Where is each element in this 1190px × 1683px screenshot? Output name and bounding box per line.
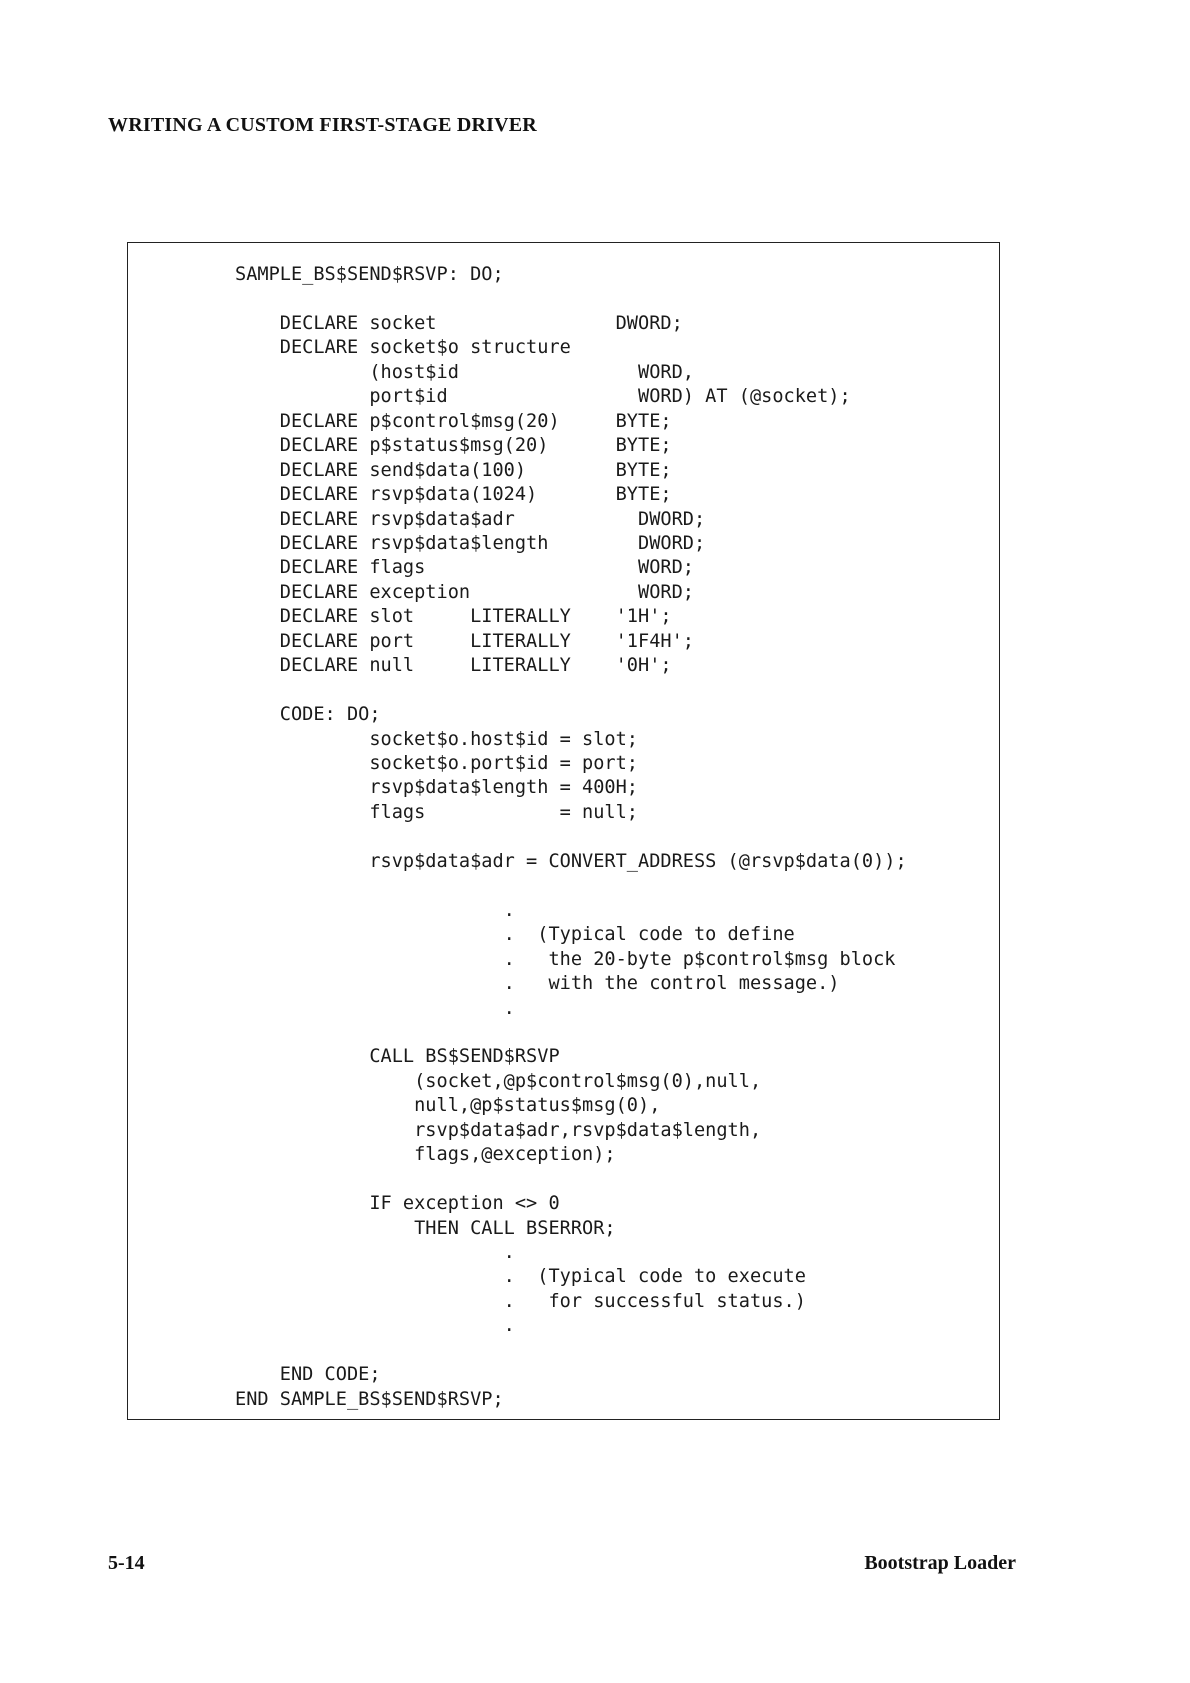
code-line: socket$o.port$id = port; bbox=[235, 753, 638, 774]
code-line: SAMPLE_BS$SEND$RSVP: DO; bbox=[235, 264, 504, 285]
section-title: WRITING A CUSTOM FIRST-STAGE DRIVER bbox=[108, 114, 537, 136]
code-line: rsvp$data$adr,rsvp$data$length, bbox=[235, 1119, 762, 1141]
code-line: port$id WORD) AT (@socket); bbox=[235, 386, 851, 408]
code-line: socket$o.host$id = slot; bbox=[235, 728, 638, 750]
code-line: DECLARE p$status$msg(20) BYTE; bbox=[235, 435, 672, 457]
book-title: Bootstrap Loader bbox=[864, 1552, 1016, 1574]
code-line: IF exception <> 0 bbox=[235, 1193, 560, 1215]
code-line: . (Typical code to execute bbox=[235, 1266, 806, 1288]
code-line: flags = null; bbox=[235, 801, 638, 823]
code-line: DECLARE rsvp$data$adr DWORD; bbox=[235, 508, 706, 530]
code-line: . (Typical code to define bbox=[235, 924, 795, 946]
code-line: DECLARE slot LITERALLY '1H'; bbox=[235, 606, 672, 628]
code-line: DECLARE null LITERALLY '0H'; bbox=[235, 655, 672, 677]
code-line: DECLARE exception WORD; bbox=[235, 581, 694, 603]
code-line: (socket,@p$control$msg(0),null, bbox=[235, 1070, 762, 1092]
code-line: END CODE; bbox=[235, 1364, 381, 1386]
code-line: DECLARE p$control$msg(20) BYTE; bbox=[235, 410, 672, 432]
code-line: . for successful status.) bbox=[235, 1290, 806, 1312]
code-line: CODE: DO; bbox=[235, 704, 381, 726]
code-line: . bbox=[235, 1315, 515, 1337]
code-line: . bbox=[235, 997, 515, 1019]
code-line: rsvp$data$length = 400H; bbox=[235, 777, 638, 799]
code-line: . bbox=[235, 1242, 515, 1263]
code-line: . bbox=[235, 899, 515, 921]
page-number: 5-14 bbox=[108, 1552, 145, 1574]
code-line: DECLARE flags WORD; bbox=[235, 557, 694, 579]
code-line: null,@p$status$msg(0), bbox=[235, 1095, 661, 1117]
code-line: DECLARE rsvp$data$length DWORD; bbox=[235, 532, 706, 554]
code-line: DECLARE rsvp$data(1024) BYTE; bbox=[235, 484, 672, 506]
code-line: (host$id WORD, bbox=[235, 361, 694, 383]
code-line: . with the control message.) bbox=[235, 973, 840, 995]
code-line: CALL BS$SEND$RSVP bbox=[235, 1046, 560, 1068]
code-line: . the 20-byte p$control$msg block bbox=[235, 948, 896, 970]
code-line: DECLARE port LITERALLY '1F4H'; bbox=[235, 630, 694, 652]
code-line: END SAMPLE_BS$SEND$RSVP; bbox=[235, 1388, 504, 1410]
code-line: THEN CALL BSERROR; bbox=[235, 1217, 616, 1239]
code-listing bbox=[128, 243, 999, 1419]
code-line: DECLARE socket$o structure bbox=[235, 337, 571, 359]
code-line: DECLARE socket DWORD; bbox=[235, 312, 683, 334]
code-line: DECLARE send$data(100) BYTE; bbox=[235, 459, 672, 481]
code-line: rsvp$data$adr = CONVERT_ADDRESS (@rsvp$data(0)); bbox=[235, 850, 907, 872]
code-listing-box bbox=[127, 242, 1000, 1420]
code-line: flags,@exception); bbox=[235, 1144, 616, 1166]
